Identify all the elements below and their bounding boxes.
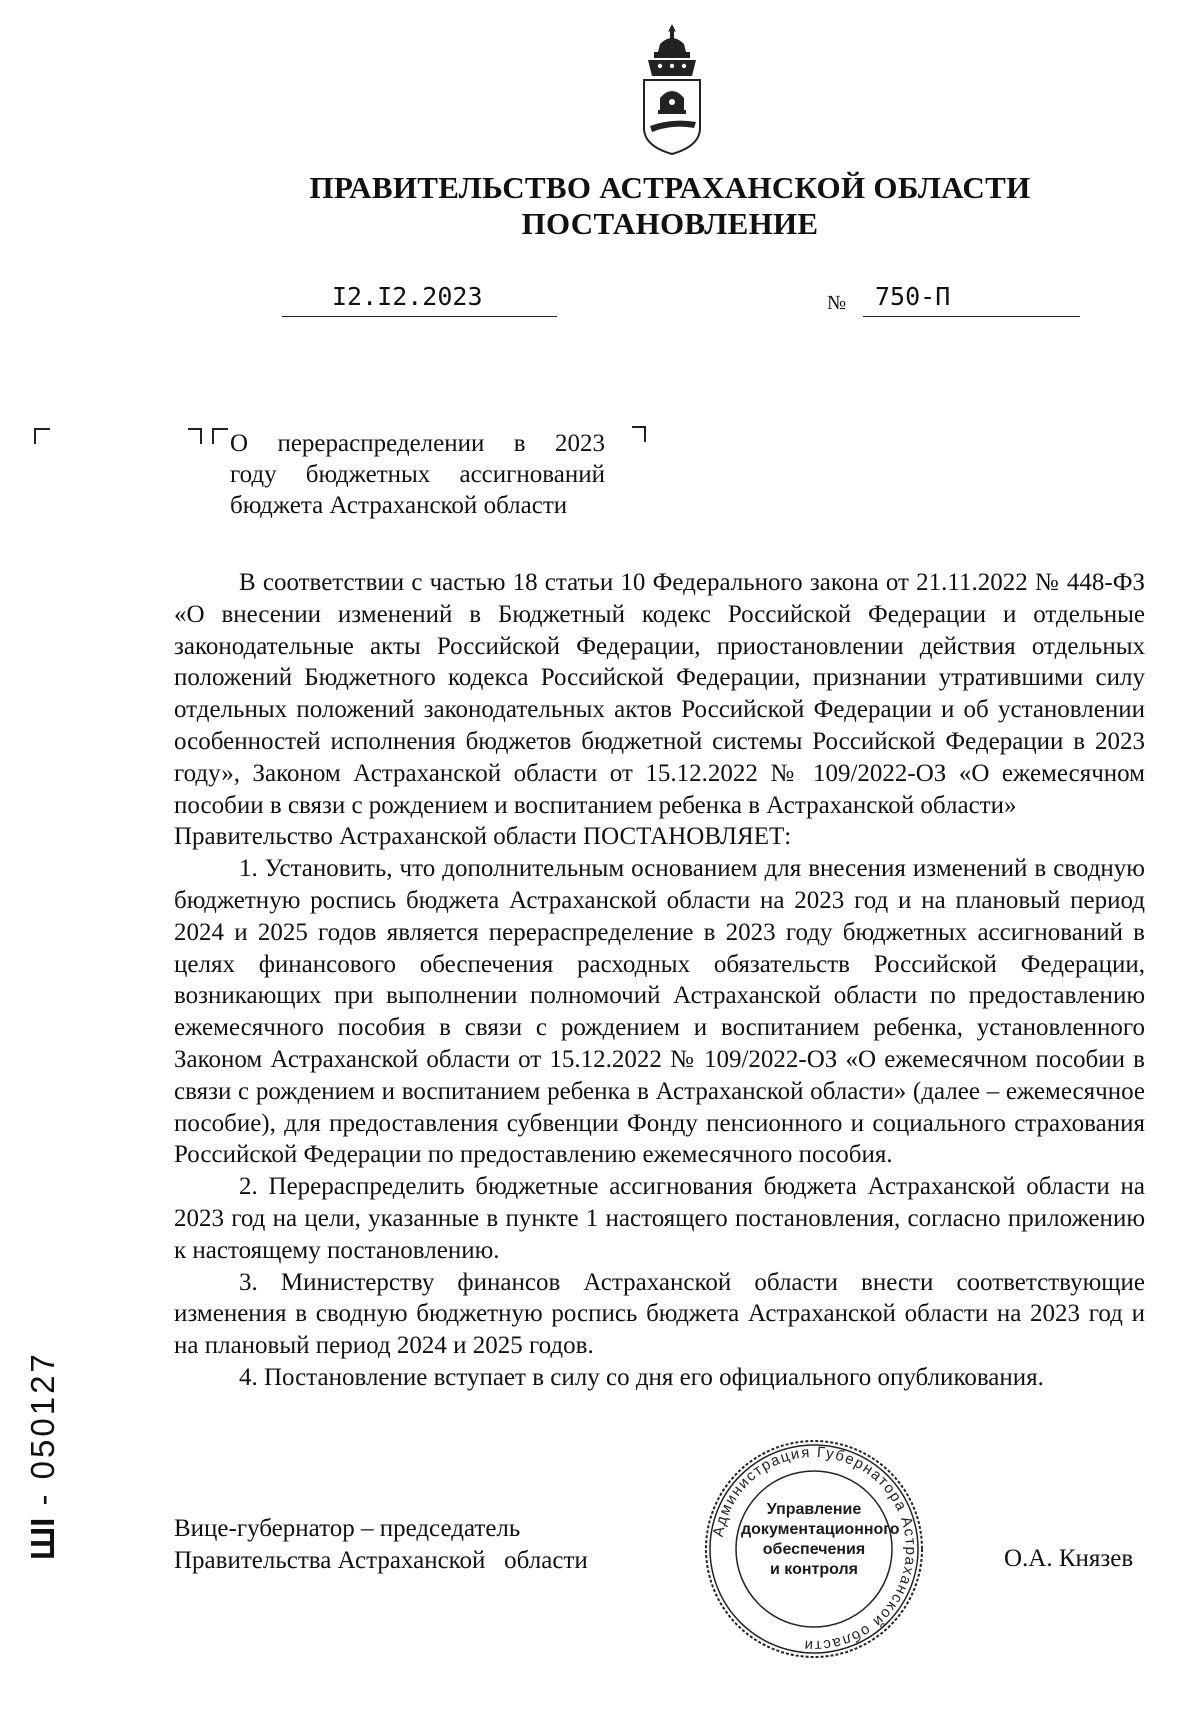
signer-name: О.А. Князев [1004,1545,1134,1572]
subject-line: году бюджетных ассигнований [230,461,605,488]
subject-line: бюджета Астраханской области [230,492,568,519]
stamp-line: и контроля [770,1561,858,1578]
stamp-line: обеспечения [762,1541,866,1558]
coat-of-arms-icon [630,18,714,158]
list-item: 2. Перераспределить бюджетные ассигнования бюджета Астраханской области на 2023 год на цели, указанные в пункте 1 настоящего постановления, согласно приложению к настоящему постановлению. [174,1173,1145,1264]
subject-line: О перераспределении в 2023 [230,430,605,457]
list-item: 3. Министерству финансов Астраханской области внести соответствующие изменения в сводную бюджетную роспись бюджета Астраханской области на 2023 год и на плановый период 2024 и 2025 годов. [174,1268,1145,1360]
number-field [863,282,1080,317]
stamp-inner-text [741,1500,900,1580]
document-subject [230,428,605,521]
stamp-outer-text: Администрация Губернатора Астраханской области [709,1443,920,1655]
preamble: В соответствии с частью 18 статьи 10 Федерального закона от 21.11.2022 № 448-ФЗ «О внесении изменений в Бюджетный кодекс Российской Федерации и отдельные законодательные акты Российской Федерации, приостановлении действия отдельных положений Бюджетного кодекса Российской Федерации, признании утратившими силу отдельных положений законодательных актов Российской Федерации и об установлении особенностей исполнения бюджетов бюджетной системы Российской Федерации в 2023 году», Законом Астраханской области от 15.12.2022 № 109/2022-ОЗ «О ежемесячном пособии в связи с рождением и воспитанием ребенка в Астраханской области» [174,569,1145,819]
document-date: I2.I2.2023 [332,282,483,311]
stamp-line: документационного [741,1521,900,1538]
signer-position-line: Правительства Астраханской области [174,1547,588,1574]
corner-mark [212,428,228,444]
side-code-number: - 050127 [24,1351,61,1518]
list-item: 4. Постановление вступает в силу со дня его официального опубликования. [239,1363,1044,1391]
corner-mark [632,426,646,442]
resolves-line: Правительство Астраханской области ПОСТАНОВЛЯЕТ: [174,823,792,851]
side-registration-code [24,1351,64,1560]
date-field [282,282,557,317]
side-code-prefix: ШI [24,1517,61,1560]
government-title: ПРАВИТЕЛЬСТВО АСТРАХАНСКОЙ ОБЛАСТИ [309,170,1031,205]
document-type: ПОСТАНОВЛЕНИЕ [521,206,819,241]
signer-position [174,1513,588,1577]
document-body [174,567,1145,1394]
list-item: 1. Установить, что дополнительным основанием для внесения изменений в сводную бюджетную роспись бюджета Астраханской области на 2023 год и на плановый период 2024 и 2025 годов является перераспределение в 2023 году бюджетных ассигнований в целях финансового обеспечения расходных обязательств Российской Федерации, возникающих при выполнении полномочий Астраханской области по предоставлению ежемесячного пособия в связи с рождением и воспитанием ребенка, установленного Законом Астраханской области от 15.12.2022 № 109/2022-ОЗ «О ежемесячном пособии в связи с рождением и воспитанием ребенка в Астраханской области» (далее – ежемесячное пособие), для предоставления субвенции Фонду пенсионного и социального страхования Российской Федерации по предоставлению ежемесячного пособия. [174,855,1145,1169]
stamp-line: Управление [766,1501,862,1518]
number-sign: № [827,292,847,314]
document-number: 750-П [875,282,951,311]
signer-position-line: Вице-губернатор – председатель [174,1515,521,1542]
corner-mark [34,428,50,444]
corner-mark [188,428,202,444]
